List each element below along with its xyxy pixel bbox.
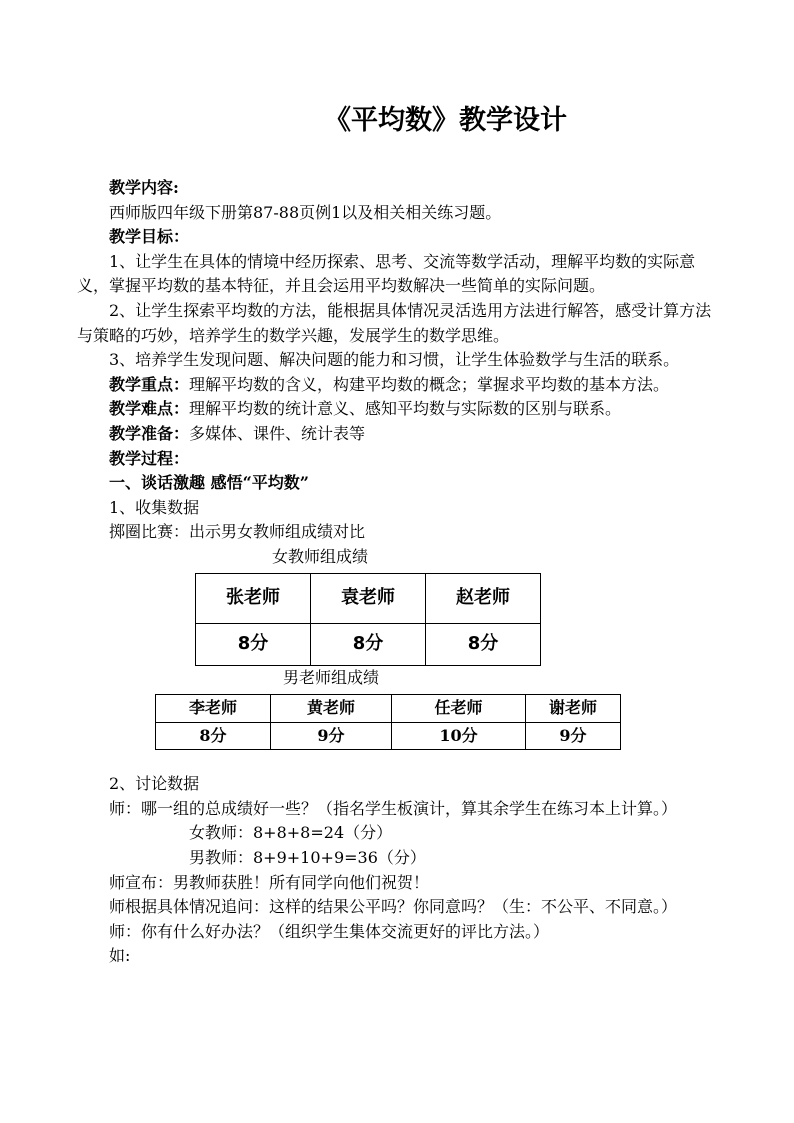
table-header-cell: 黄老师 xyxy=(271,695,392,723)
content-label: 教学内容: xyxy=(109,178,179,197)
page-title: 《平均数》教学设计 xyxy=(324,105,567,136)
key-text: 理解平均数的含义，构建平均数的概念；掌握求平均数的基本方法。 xyxy=(189,374,670,394)
section-1-heading: 一、谈话激趣 感悟“平均数” xyxy=(109,473,309,493)
goal-1: 1、让学生在具体的情境中经历探索、思考、交流等数学活动，理解平均数的实际意义，掌握平均数的基本特征，并且会运用平均数解决一些简单的实际问题。 xyxy=(77,251,696,296)
table-cell: 8分 xyxy=(426,623,541,665)
key-label: 教学重点： xyxy=(109,374,190,394)
goals-label: 教学目标： xyxy=(109,227,190,247)
step-1: 1、收集数据 xyxy=(109,497,200,517)
announce-text: 师宣布：男教师获胜！所有同学向他们祝贺！ xyxy=(109,872,430,892)
preparation xyxy=(77,422,727,447)
difficulty-label: 教学难点： xyxy=(109,399,190,419)
key-point xyxy=(77,373,727,398)
document-body xyxy=(77,176,727,969)
content-text: 西师版四年级下册第87-88页例1以及相关相关练习题。 xyxy=(109,202,502,222)
process-label: 教学过程： xyxy=(109,448,190,468)
table-cell: 9分 xyxy=(526,722,621,750)
table-header-row xyxy=(196,573,541,623)
table-header-cell: 袁老师 xyxy=(311,573,426,623)
question-2: 师：你有什么好办法？（组织学生集体交流更好的评比方法。） xyxy=(109,921,550,941)
table-cell: 8分 xyxy=(196,623,311,665)
table-header-cell: 李老师 xyxy=(156,695,271,723)
follow-up-question: 师根据具体情况追问：这样的结果公平吗？你同意吗？（生：不公平、不同意。） xyxy=(109,897,678,917)
prep-label: 教学准备： xyxy=(109,423,190,443)
male-score-table xyxy=(155,694,621,750)
female-score-table xyxy=(195,573,541,666)
table-cell: 9分 xyxy=(271,722,392,750)
such-as: 如: xyxy=(109,946,131,966)
goal-3: 3、培养学生发现问题、解决问题的能力和习惯，让学生体验数学与生活的联系。 xyxy=(109,350,680,370)
table-header-row xyxy=(156,695,621,723)
table-cell: 8分 xyxy=(311,623,426,665)
calc-male: 男教师：8+9+10+9=36（分） xyxy=(189,848,426,868)
question-1: 师：哪一组的总成绩好一些？（指名学生板演计，算其余学生在练习本上计算。） xyxy=(109,798,678,818)
step-2: 2、讨论数据 xyxy=(109,774,200,794)
difficulty xyxy=(77,397,727,422)
male-table-caption: 男老师组成绩 xyxy=(283,667,380,687)
table-row xyxy=(156,722,621,750)
calc-female: 女教师：8+8+8=24（分） xyxy=(189,823,393,843)
table-header-cell: 张老师 xyxy=(196,573,311,623)
table-header-cell: 任老师 xyxy=(392,695,526,723)
table-cell: 10分 xyxy=(392,722,526,750)
prep-text: 多媒体、课件、统计表等 xyxy=(189,423,366,443)
difficulty-text: 理解平均数的统计意义、感知平均数与实际数的区别与联系。 xyxy=(189,399,622,419)
goal-2: 2、让学生探索平均数的方法，能根据具体情况灵活选用方法进行解答，感受计算方法与策略的巧妙，培养学生的数学兴趣，发展学生的数学思维。 xyxy=(77,300,712,345)
compare-text: 掷圈比赛：出示男女教师组成绩对比 xyxy=(109,522,366,542)
table-row xyxy=(196,623,541,665)
table-cell: 8分 xyxy=(156,722,271,750)
female-table-caption: 女教师组成绩 xyxy=(272,546,369,566)
table-header-cell: 谢老师 xyxy=(526,695,621,723)
table-header-cell: 赵老师 xyxy=(426,573,541,623)
